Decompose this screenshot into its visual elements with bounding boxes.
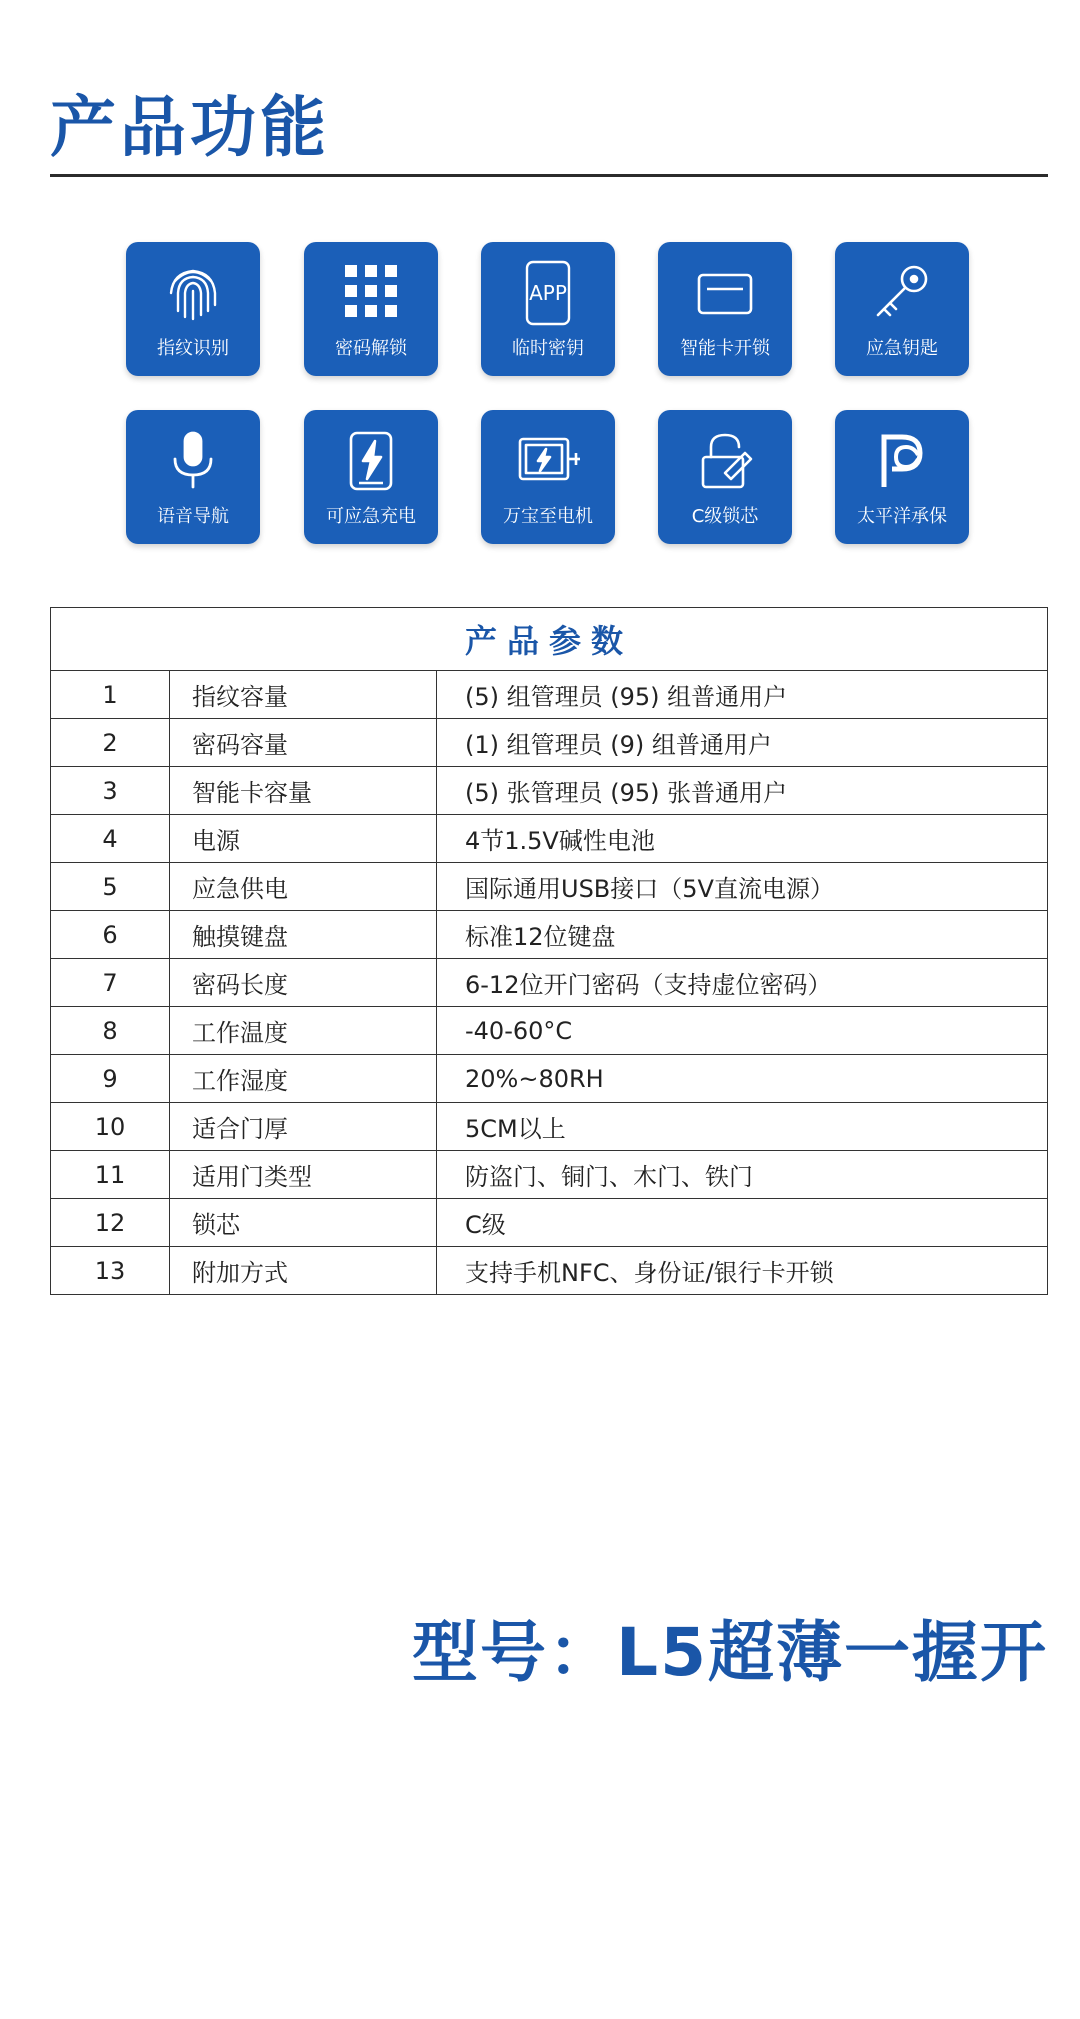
feature-tile-keypad (304, 242, 438, 376)
row-number: 8 (51, 1007, 170, 1055)
table-row (51, 1199, 1048, 1247)
row-number: 1 (51, 671, 170, 719)
feature-tile-fingerprint (126, 242, 260, 376)
feature-label: 智能卡开锁 (680, 338, 770, 359)
model-name: 型号：L5超薄一握开 (412, 1614, 1048, 1691)
param-name: 适用门类型 (170, 1151, 437, 1199)
row-number: 2 (51, 719, 170, 767)
param-name: 锁芯 (170, 1199, 437, 1247)
param-name: 密码长度 (170, 959, 437, 1007)
feature-label: 万宝至电机 (503, 506, 593, 527)
table-row (51, 719, 1048, 767)
param-name: 工作温度 (170, 1007, 437, 1055)
param-value: 4节1.5V碱性电池 (437, 815, 1048, 863)
title-divider (50, 174, 1048, 177)
params-title: 产品参数 (51, 608, 1048, 671)
feature-label: 密码解锁 (335, 338, 407, 359)
table-row (51, 1103, 1048, 1151)
row-number: 11 (51, 1151, 170, 1199)
table-row (51, 863, 1048, 911)
feature-label: 应急钥匙 (866, 338, 938, 359)
param-name: 指纹容量 (170, 671, 437, 719)
param-name: 触摸键盘 (170, 911, 437, 959)
param-name: 应急供电 (170, 863, 437, 911)
fingerprint-icon (126, 258, 260, 328)
table-row (51, 1055, 1048, 1103)
feature-label: 太平洋承保 (857, 506, 947, 527)
pic-logo-icon (835, 426, 969, 496)
feature-tile-charging (304, 410, 438, 544)
svg-text:APP: APP (529, 281, 567, 305)
feature-tile-temp-key (481, 242, 615, 376)
params-body (51, 671, 1048, 1295)
feature-label: 可应急充电 (326, 506, 416, 527)
table-row (51, 1151, 1048, 1199)
table-row (51, 671, 1048, 719)
table-row (51, 1007, 1048, 1055)
param-value: (1) 组管理员 (9) 组普通用户 (437, 719, 1048, 767)
feature-label: C级锁芯 (691, 506, 759, 527)
app-phone-icon (481, 258, 615, 328)
param-name: 电源 (170, 815, 437, 863)
param-value: 6-12位开门密码（支持虚位密码） (437, 959, 1048, 1007)
feature-tile-smart-card (658, 242, 792, 376)
param-name: 工作湿度 (170, 1055, 437, 1103)
param-value: 标准12位键盘 (437, 911, 1048, 959)
param-value: (5) 组管理员 (95) 组普通用户 (437, 671, 1048, 719)
param-name: 附加方式 (170, 1247, 437, 1295)
row-number: 12 (51, 1199, 170, 1247)
row-number: 5 (51, 863, 170, 911)
param-value: 防盗门、铜门、木门、铁门 (437, 1151, 1048, 1199)
table-row (51, 1247, 1048, 1295)
row-number: 9 (51, 1055, 170, 1103)
features-title: 产品功能 (50, 89, 330, 166)
lock-core-icon (658, 426, 792, 496)
card-icon (658, 258, 792, 328)
row-number: 4 (51, 815, 170, 863)
feature-tile-emergency-key (835, 242, 969, 376)
feature-tile-voice (126, 410, 260, 544)
row-number: 6 (51, 911, 170, 959)
param-value: -40-60°C (437, 1007, 1048, 1055)
param-name: 适合门厚 (170, 1103, 437, 1151)
feature-tile-lock-core (658, 410, 792, 544)
table-row (51, 959, 1048, 1007)
feature-label: 临时密钥 (512, 338, 584, 359)
param-name: 智能卡容量 (170, 767, 437, 815)
row-number: 7 (51, 959, 170, 1007)
row-number: 10 (51, 1103, 170, 1151)
table-row (51, 815, 1048, 863)
param-value: 20%~80RH (437, 1055, 1048, 1103)
motor-icon (481, 426, 615, 496)
microphone-icon (126, 426, 260, 496)
param-value: (5) 张管理员 (95) 张普通用户 (437, 767, 1048, 815)
feature-label: 语音导航 (157, 506, 229, 527)
power-bank-icon (304, 426, 438, 496)
keypad-icon (304, 258, 438, 328)
row-number: 3 (51, 767, 170, 815)
feature-tile-insurance (835, 410, 969, 544)
row-number: 13 (51, 1247, 170, 1295)
param-name: 密码容量 (170, 719, 437, 767)
param-value: C级 (437, 1199, 1048, 1247)
param-value: 支持手机NFC、身份证/银行卡开锁 (437, 1247, 1048, 1295)
feature-label: 指纹识别 (157, 338, 229, 359)
param-value: 国际通用USB接口（5V直流电源） (437, 863, 1048, 911)
table-row (51, 911, 1048, 959)
feature-tile-motor (481, 410, 615, 544)
param-value: 5CM以上 (437, 1103, 1048, 1151)
table-row (51, 767, 1048, 815)
key-icon (835, 258, 969, 328)
params-table (50, 607, 1048, 1295)
